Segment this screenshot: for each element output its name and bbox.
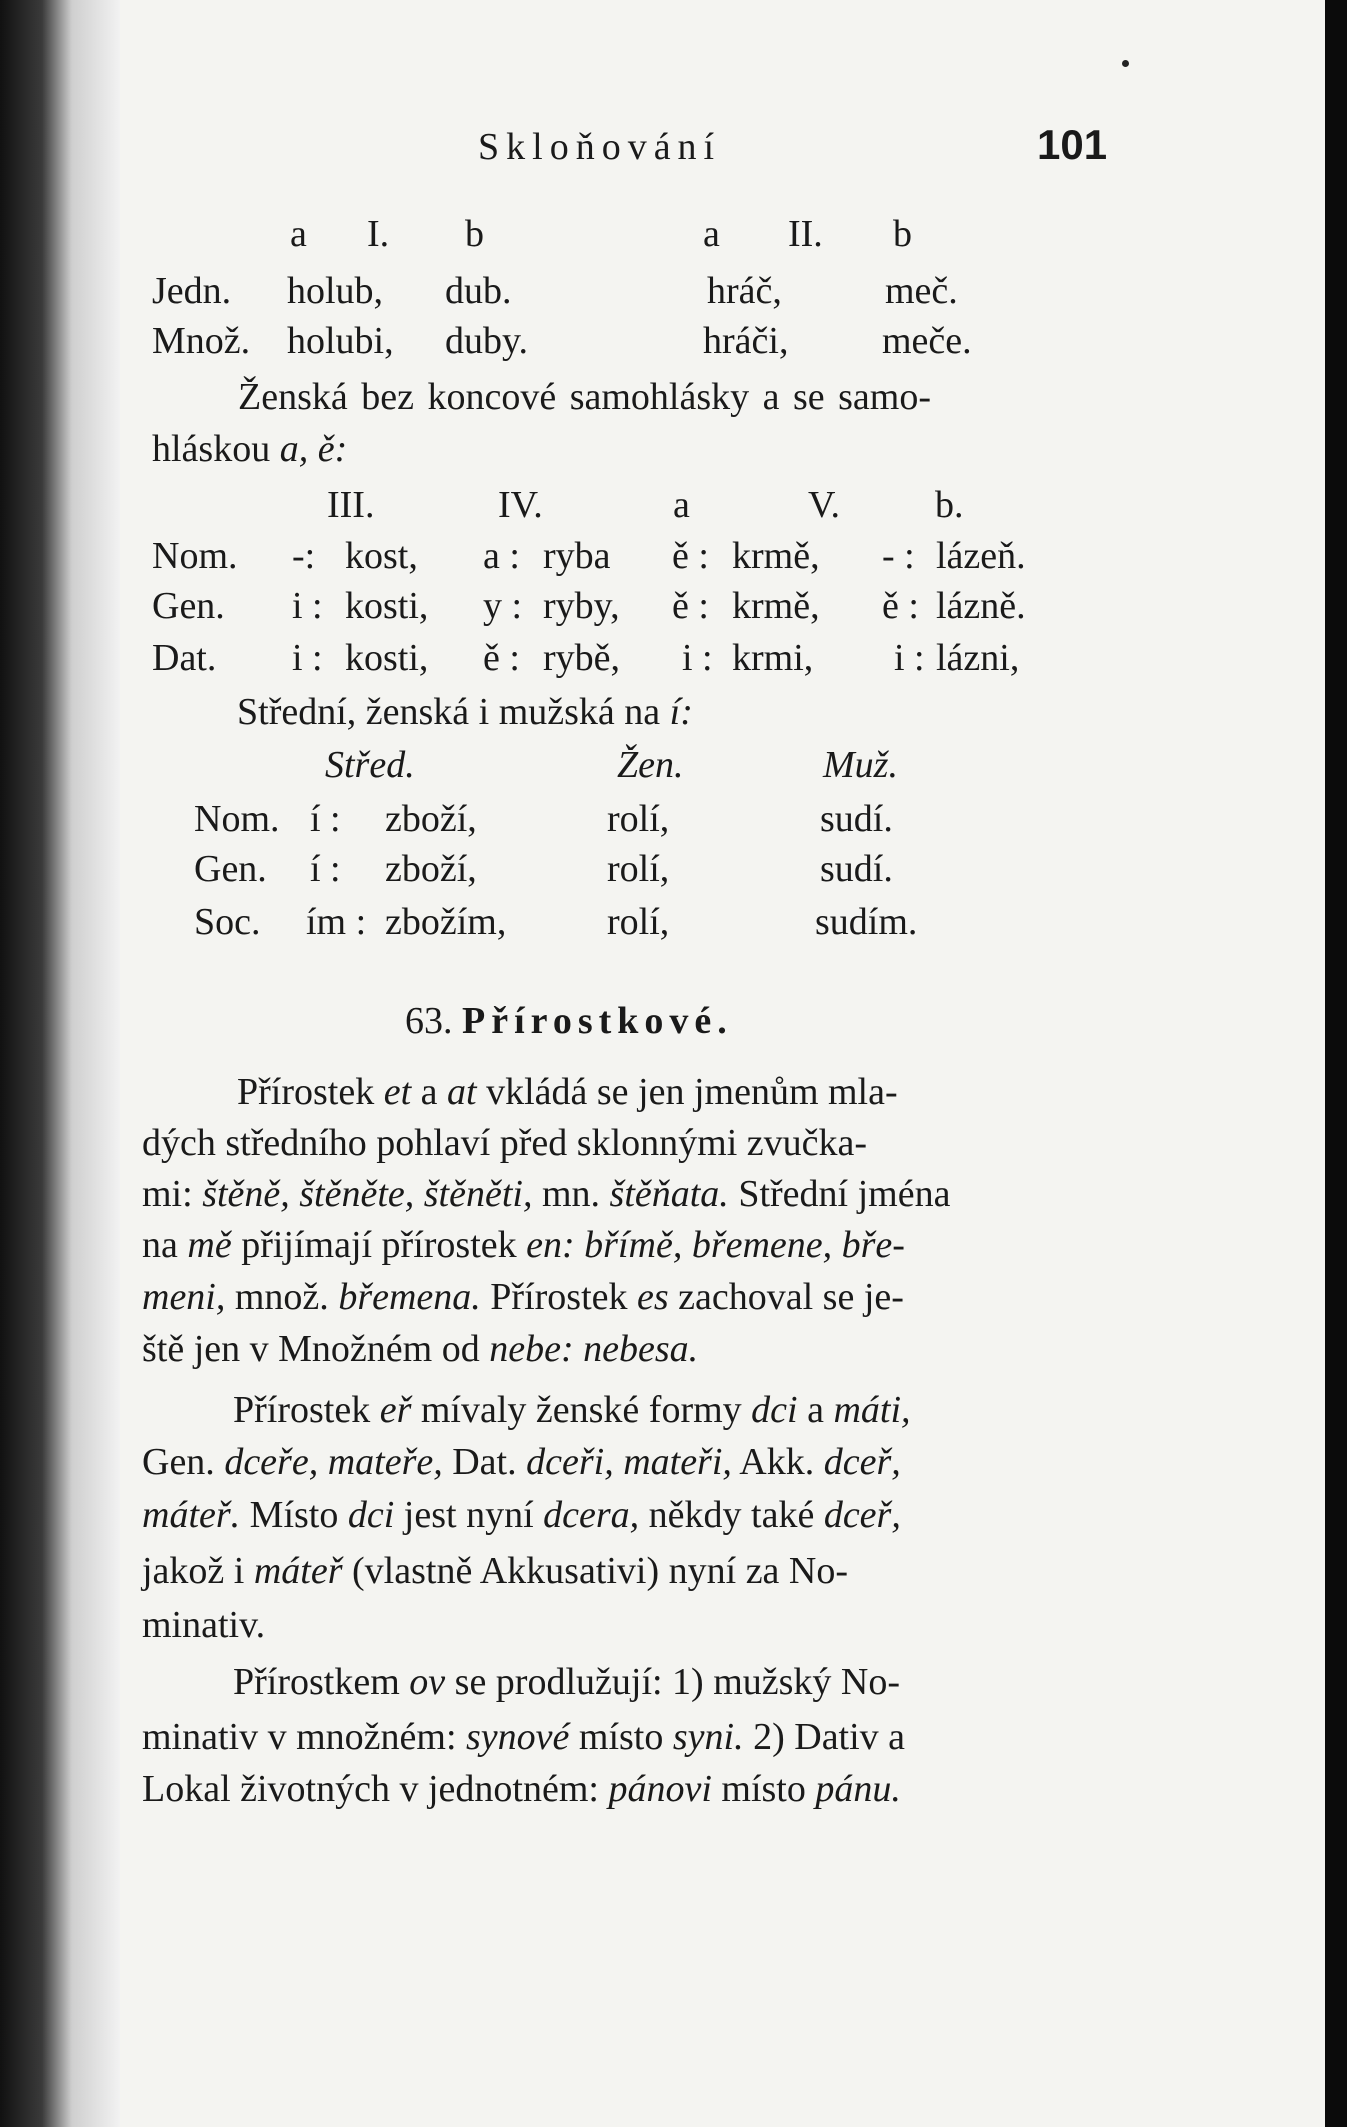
- text-run-italic: máteř: [253, 1550, 343, 1592]
- t2-row2-e3: ě :: [672, 585, 709, 627]
- speck: [1122, 60, 1129, 67]
- t1-row2-c4: meče.: [882, 320, 972, 362]
- text-run-italic: meni,: [142, 1276, 226, 1318]
- t2-row1-w4: lázeň.: [936, 535, 1026, 577]
- t3-row1-w1: zboží,: [385, 798, 477, 840]
- t3-row2-w3: sudí.: [820, 848, 893, 890]
- t2-row2-e4: ě :: [882, 585, 919, 627]
- t3-row2-w2: rolí,: [607, 848, 670, 890]
- text-run: přijímají přírostek: [231, 1224, 527, 1266]
- t2-row1-w2: ryba: [543, 535, 611, 577]
- text-run-italic: pánovi: [608, 1768, 712, 1810]
- text-run: Přírostek: [237, 1071, 384, 1113]
- t2-row3-label: Dat.: [152, 637, 217, 679]
- t2-row1-e3: ě :: [672, 535, 709, 577]
- t1-head-II: II.: [788, 213, 823, 255]
- t2-head-V: V.: [808, 484, 841, 526]
- t1-row2-c1: holubi,: [287, 320, 394, 362]
- p2-line-2: [142, 1443, 901, 1481]
- t3-row1-w3: sudí.: [820, 798, 893, 840]
- t3-row2-e: í :: [310, 848, 341, 890]
- book-page: [120, 0, 1325, 2127]
- text-run: množ.: [225, 1276, 339, 1318]
- t1-row1-c1: holub,: [287, 270, 384, 312]
- text-run-italic: máti,: [833, 1389, 911, 1431]
- text-run-italic: eř: [379, 1389, 412, 1431]
- t1-row1-c3: hráč,: [707, 270, 782, 312]
- t2-row3-e1: i :: [292, 637, 323, 679]
- intro2-ending-a: a,: [279, 428, 309, 470]
- t3-row3-label: Soc.: [194, 901, 261, 943]
- t3-row3-w2: rolí,: [607, 901, 670, 943]
- t1-head-I: I.: [367, 213, 390, 255]
- p1-line-1: [237, 1073, 898, 1111]
- text-run: na: [142, 1224, 188, 1266]
- t2-head-b: b.: [935, 484, 964, 526]
- section-heading: [405, 1002, 733, 1040]
- p2-line-5: [142, 1606, 265, 1644]
- p2-line-4: [142, 1552, 848, 1590]
- t1-head-a1: a: [290, 213, 307, 255]
- t3-row1-label: Nom.: [194, 798, 280, 840]
- t2-row1-e2: a :: [483, 535, 520, 577]
- t2-row1-w3: krmě,: [732, 535, 820, 577]
- t2-row2-label: Gen.: [152, 585, 225, 627]
- text-run-italic: dci: [347, 1494, 395, 1536]
- p1-line-6: [142, 1330, 698, 1368]
- text-run-italic: synové: [466, 1716, 570, 1758]
- t2-row2-w1: kosti,: [345, 585, 429, 627]
- t3-head-stred: Střed.: [325, 744, 415, 786]
- t2-row1-e4: - :: [882, 535, 915, 577]
- text-run: místo: [711, 1768, 816, 1810]
- intro2-text: hláskou: [152, 428, 271, 470]
- t3-row3-w1: zbožím,: [385, 901, 507, 943]
- text-run-italic: mě: [187, 1224, 232, 1266]
- t1-row1-c4: meč.: [885, 270, 958, 312]
- text-run-italic: nebe: nebesa.: [489, 1328, 699, 1370]
- text-run: minativ.: [142, 1604, 266, 1646]
- text-run: někdy také: [639, 1494, 824, 1536]
- text-run: Dat.: [442, 1441, 527, 1483]
- t1-row2-label: Množ.: [152, 320, 251, 362]
- t1-row1-label: Jedn.: [152, 270, 232, 312]
- text-run: a: [797, 1389, 834, 1431]
- t1-head-b1: b: [465, 213, 484, 255]
- page-edge-shadow: [1325, 0, 1347, 2127]
- t2-row3-w3: krmi,: [732, 637, 814, 679]
- text-run: (vlastně Akkusativi) nyní za No-: [342, 1550, 849, 1592]
- text-run-italic: dci: [751, 1389, 798, 1431]
- t2-row3-w1: kosti,: [345, 637, 429, 679]
- section-number: 63.: [405, 1000, 453, 1042]
- t1-row2-c3: hráči,: [703, 320, 789, 362]
- t2-head-a: a: [673, 484, 690, 526]
- running-header: Skloňování: [478, 126, 722, 168]
- intro2-line2: [152, 430, 347, 468]
- text-run-italic: pánu.: [815, 1768, 901, 1810]
- text-run-italic: at: [447, 1071, 477, 1113]
- text-run: vkládá se jen jmenům mla-: [476, 1071, 898, 1113]
- text-run-italic: en: břímě, břemene, bře-: [526, 1224, 905, 1266]
- text-run: Akk.: [731, 1441, 824, 1483]
- text-run-italic: syni.: [672, 1716, 744, 1758]
- t2-row3-w2: rybě,: [543, 637, 621, 679]
- text-run-italic: břemena.: [338, 1276, 481, 1318]
- text-run: mi:: [142, 1173, 203, 1215]
- t2-row1-label: Nom.: [152, 535, 238, 577]
- t2-row2-e1: i :: [292, 585, 323, 627]
- p2-line-1: [233, 1391, 911, 1429]
- text-run: Přírostkem: [233, 1661, 410, 1703]
- text-run: mívaly ženské formy: [411, 1389, 752, 1431]
- text-run: se prodlužují: 1) mužský No-: [445, 1661, 901, 1703]
- t2-row2-w3: krmě,: [732, 585, 820, 627]
- intro3-text: Střední, ženská i mužská na: [237, 691, 661, 733]
- text-run: 2) Dativ a: [743, 1716, 906, 1758]
- text-run: Lokal životných v jednotném:: [142, 1768, 609, 1810]
- t2-row3-e2: ě :: [483, 637, 520, 679]
- t2-row3-w4: lázni,: [936, 637, 1020, 679]
- text-run-italic: máteř.: [142, 1494, 241, 1536]
- p1-line-5: [142, 1278, 904, 1316]
- text-run: jakož i: [142, 1550, 254, 1592]
- p1-line-3: [142, 1175, 950, 1213]
- t2-row3-e4: i :: [894, 637, 925, 679]
- text-run: mn.: [532, 1173, 610, 1215]
- t2-row2-e2: y :: [483, 585, 523, 627]
- t3-row2-label: Gen.: [194, 848, 267, 890]
- intro3-ending: í:: [669, 691, 693, 733]
- text-run: minativ v množném:: [142, 1716, 467, 1758]
- p3-line-3: [142, 1770, 901, 1808]
- text-run: zachoval se je-: [668, 1276, 904, 1318]
- t2-row2-w2: ryby,: [543, 585, 620, 627]
- t2-row1-w1: kost,: [345, 535, 418, 577]
- t2-head-IV: IV.: [498, 484, 543, 526]
- t3-row1-w2: rolí,: [607, 798, 670, 840]
- text-run-italic: et: [383, 1071, 412, 1113]
- t3-row2-w1: zboží,: [385, 848, 477, 890]
- text-run-italic: es: [637, 1276, 669, 1318]
- page-number: 101: [1037, 121, 1108, 168]
- text-run-italic: dceř,: [823, 1494, 901, 1536]
- text-run: Střední jména: [728, 1173, 951, 1215]
- intro2-ending-e: ě:: [317, 428, 348, 470]
- p3-line-2: [142, 1718, 905, 1756]
- text-run: jest nyní: [394, 1494, 544, 1536]
- text-run-italic: dceř,: [823, 1441, 901, 1483]
- text-run-italic: štěňata.: [609, 1173, 729, 1215]
- t2-head-III: III.: [327, 484, 375, 526]
- t3-row3-e: ím :: [306, 901, 367, 943]
- text-run: Přírostek: [233, 1389, 380, 1431]
- t2-row2-w4: lázně.: [936, 585, 1026, 627]
- t1-head-b2: b: [893, 213, 912, 255]
- text-run-italic: ov: [409, 1661, 446, 1703]
- intro3-line: [237, 693, 693, 731]
- t2-row1-e1: -:: [292, 535, 316, 577]
- t3-head-muz: Muž.: [823, 744, 898, 786]
- text-run: Místo: [240, 1494, 348, 1536]
- t1-head-a2: a: [703, 213, 720, 255]
- p2-line-3: [142, 1496, 901, 1534]
- text-run-italic: dceři, mateři,: [526, 1441, 732, 1483]
- text-run: dých středního pohlaví před sklonnými zvučka-: [142, 1122, 868, 1164]
- text-run-italic: dcera,: [543, 1494, 640, 1536]
- text-run: Gen.: [142, 1441, 225, 1483]
- text-run: a: [411, 1071, 448, 1113]
- intro2-line1: Ženská bez koncové samohlásky a se samo-: [238, 376, 932, 418]
- book-spine-shadow: [0, 0, 120, 2127]
- t1-row2-c2: duby.: [445, 320, 529, 362]
- section-title: Přírostkové.: [462, 1000, 733, 1042]
- p1-line-4: [142, 1226, 905, 1264]
- text-run-italic: štěně, štěněte, štěněti,: [202, 1173, 533, 1215]
- t1-row1-c2: dub.: [445, 270, 512, 312]
- text-run-italic: dceře, mateře,: [224, 1441, 443, 1483]
- t3-row1-e: í :: [310, 798, 341, 840]
- text-run: místo: [569, 1716, 673, 1758]
- text-run: ště jen v Množném od: [142, 1328, 490, 1370]
- t3-head-zen: Žen.: [617, 744, 684, 786]
- t2-row3-e3: i :: [682, 637, 713, 679]
- p1-line-2: [142, 1124, 867, 1162]
- t3-row3-w3: sudím.: [815, 901, 918, 943]
- text-run: Přírostek: [480, 1276, 637, 1318]
- p3-line-1: [233, 1663, 900, 1701]
